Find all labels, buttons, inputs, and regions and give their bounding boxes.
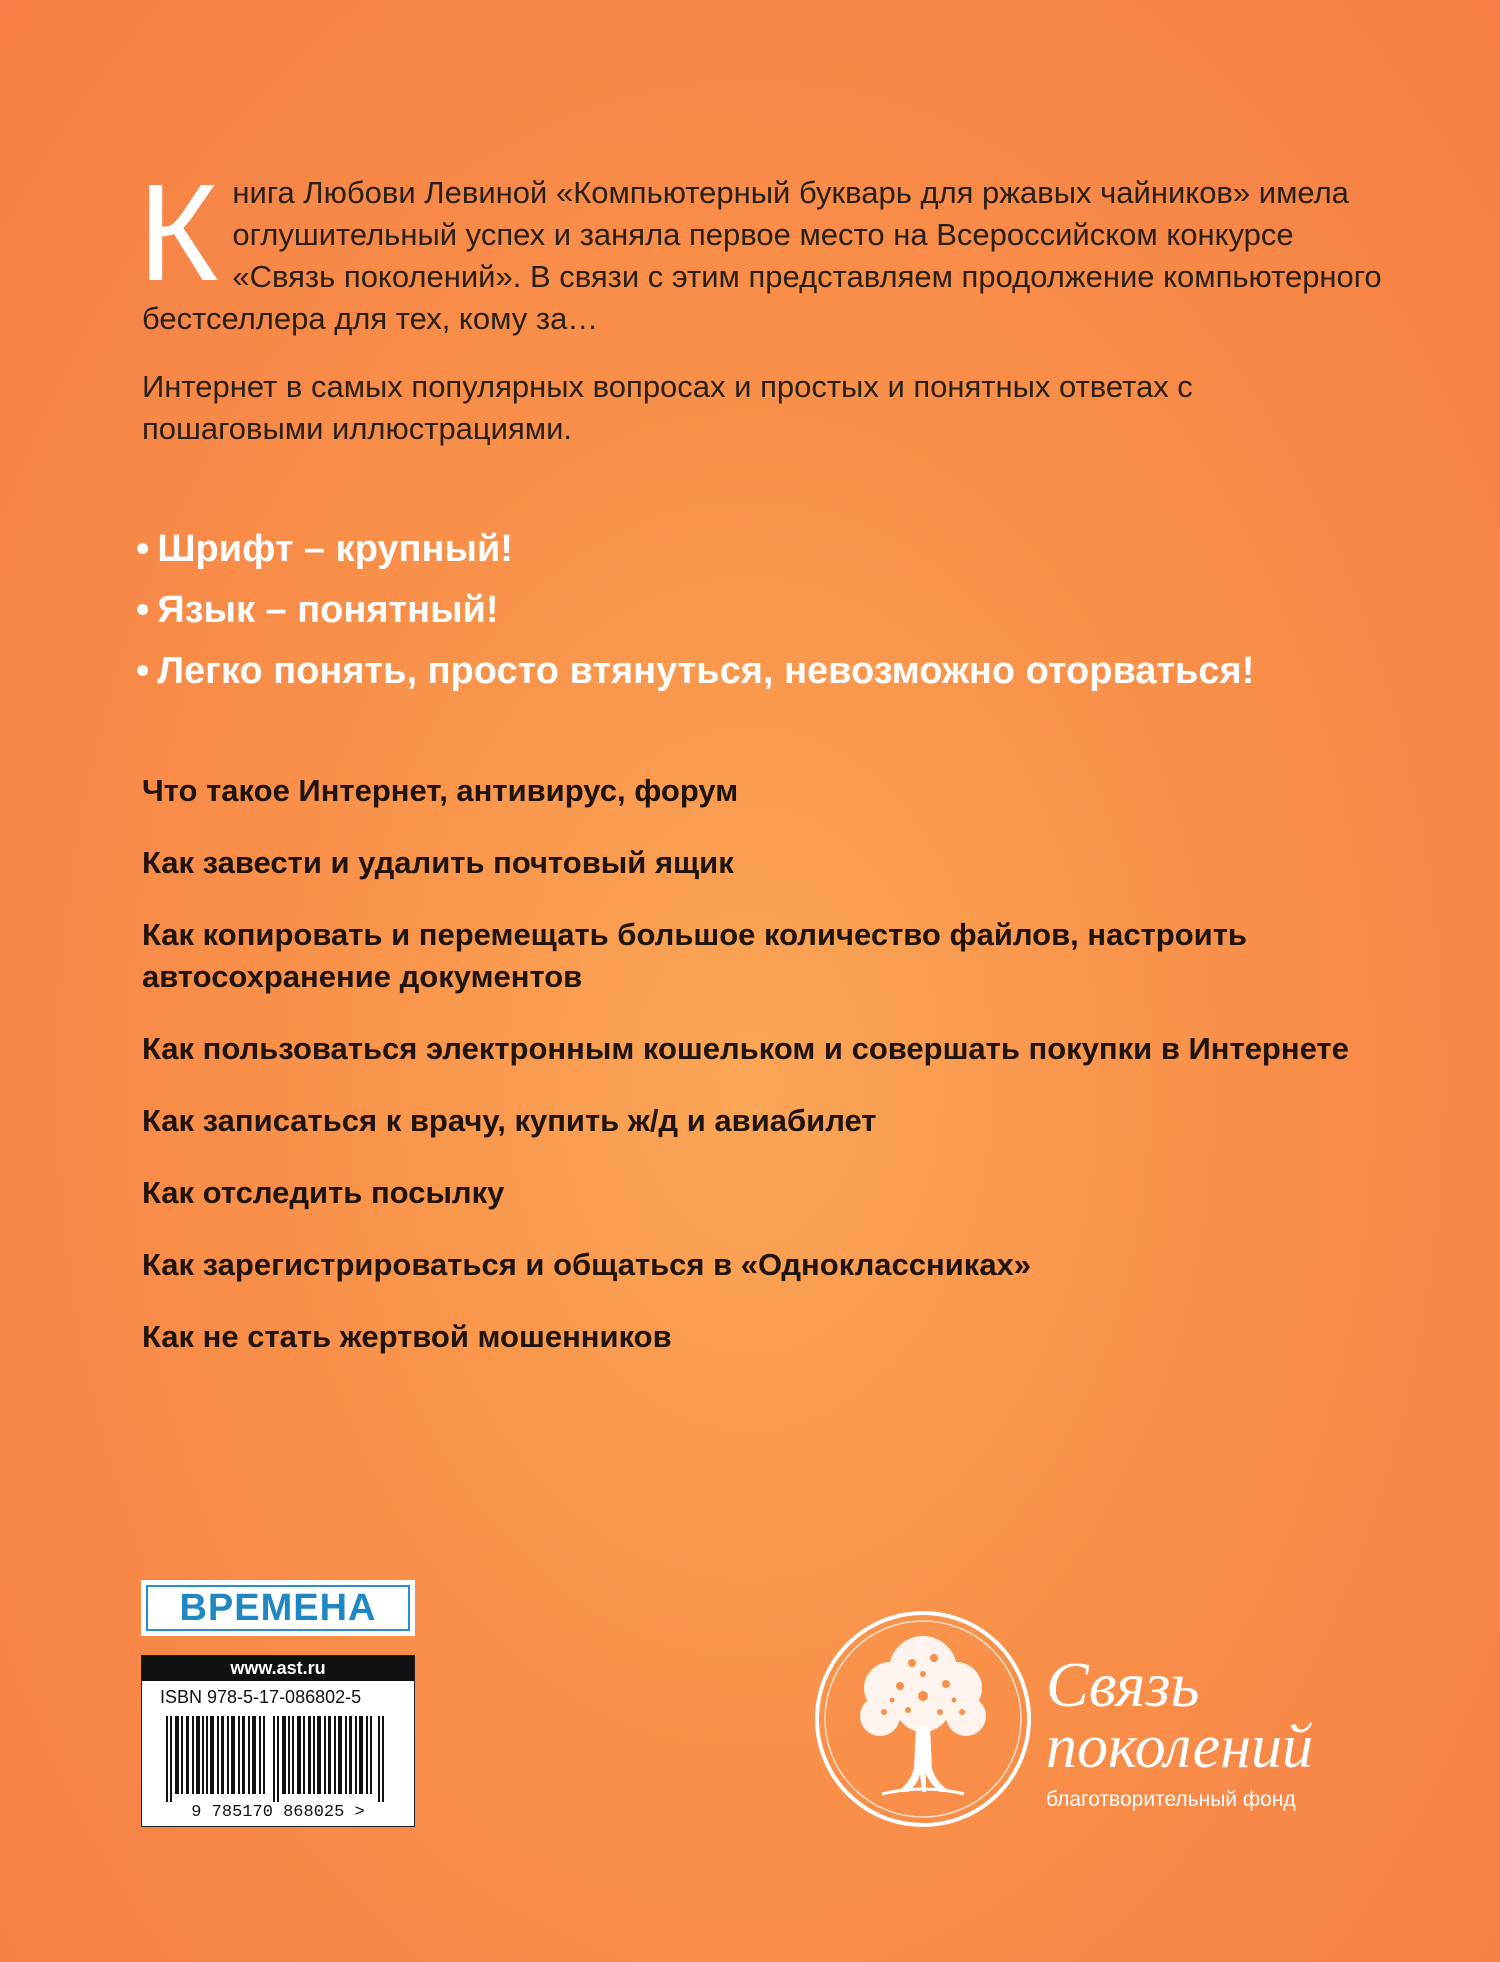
topic-item: Как завести и удалить почтовый ящик (142, 845, 734, 880)
topic-item: Как пользоваться электронным кошельком и совершать покупки в Интернете (142, 1031, 1349, 1066)
barcode-icon (142, 1716, 414, 1802)
fund-name-line2: поколений (1046, 1713, 1313, 1781)
barcode-digits: 9 785170 868025 > (191, 1803, 365, 1822)
publisher-logo-text: ВРЕМЕНА (146, 1585, 410, 1631)
bullet-icon: • (136, 650, 150, 692)
topic-item: Как записаться к врачу, купить ж/д и авиабилет (142, 1103, 877, 1138)
isbn-label: ISBN 978-5-17-086802-5 (160, 1687, 362, 1707)
feature-list (136, 526, 1254, 709)
publisher-url: www.ast.ru (142, 1656, 414, 1681)
drop-cap: К (138, 156, 219, 310)
topic-item: Как отследить посылку (142, 1175, 505, 1210)
feature-text: Язык – понятный! (157, 589, 499, 631)
feature-text: Легко понять, просто втянуться, невозможно оторваться! (157, 650, 1255, 692)
bullet-icon: • (136, 528, 150, 570)
intro-text: нига Любови Левиной «Компьютерный букварь для ржавых чайников» имела оглушительный успех и заняла первое место на Всероссийском конкурсе «Связь поколений». В связи с этим представляем продолжение компьютерного бестселлера для тех, кому за… (142, 175, 1382, 336)
feature-item (136, 648, 1254, 709)
tree-circle-icon (812, 1608, 1034, 1830)
description-paragraph: Интернет в самых популярных вопросах и простых и понятных ответах с пошаговыми иллюстрациями. (142, 369, 1193, 446)
topic-item: Как не стать жертвой мошенников (142, 1319, 672, 1354)
bullet-icon: • (136, 589, 150, 631)
intro-paragraph (138, 156, 1402, 340)
fund-subtitle: благотворительный фонд (1046, 1788, 1296, 1811)
feature-text: Шрифт – крупный! (157, 528, 513, 570)
barcode-block (141, 1655, 415, 1827)
feature-item (136, 526, 1254, 587)
topic-item: Что такое Интернет, антивирус, форум (142, 773, 739, 808)
topics-list (142, 770, 1372, 1388)
fund-name (1046, 1649, 1346, 1781)
topic-item: Как зарегистрироваться и общаться в «Одноклассниках» (142, 1247, 1032, 1282)
publisher-logo (141, 1580, 415, 1636)
topic-item: Как копировать и перемещать большое количество файлов, настроить автосохранение документов (142, 917, 1247, 994)
feature-item (136, 587, 1254, 648)
fund-name-line1: Связь (1046, 1649, 1200, 1720)
